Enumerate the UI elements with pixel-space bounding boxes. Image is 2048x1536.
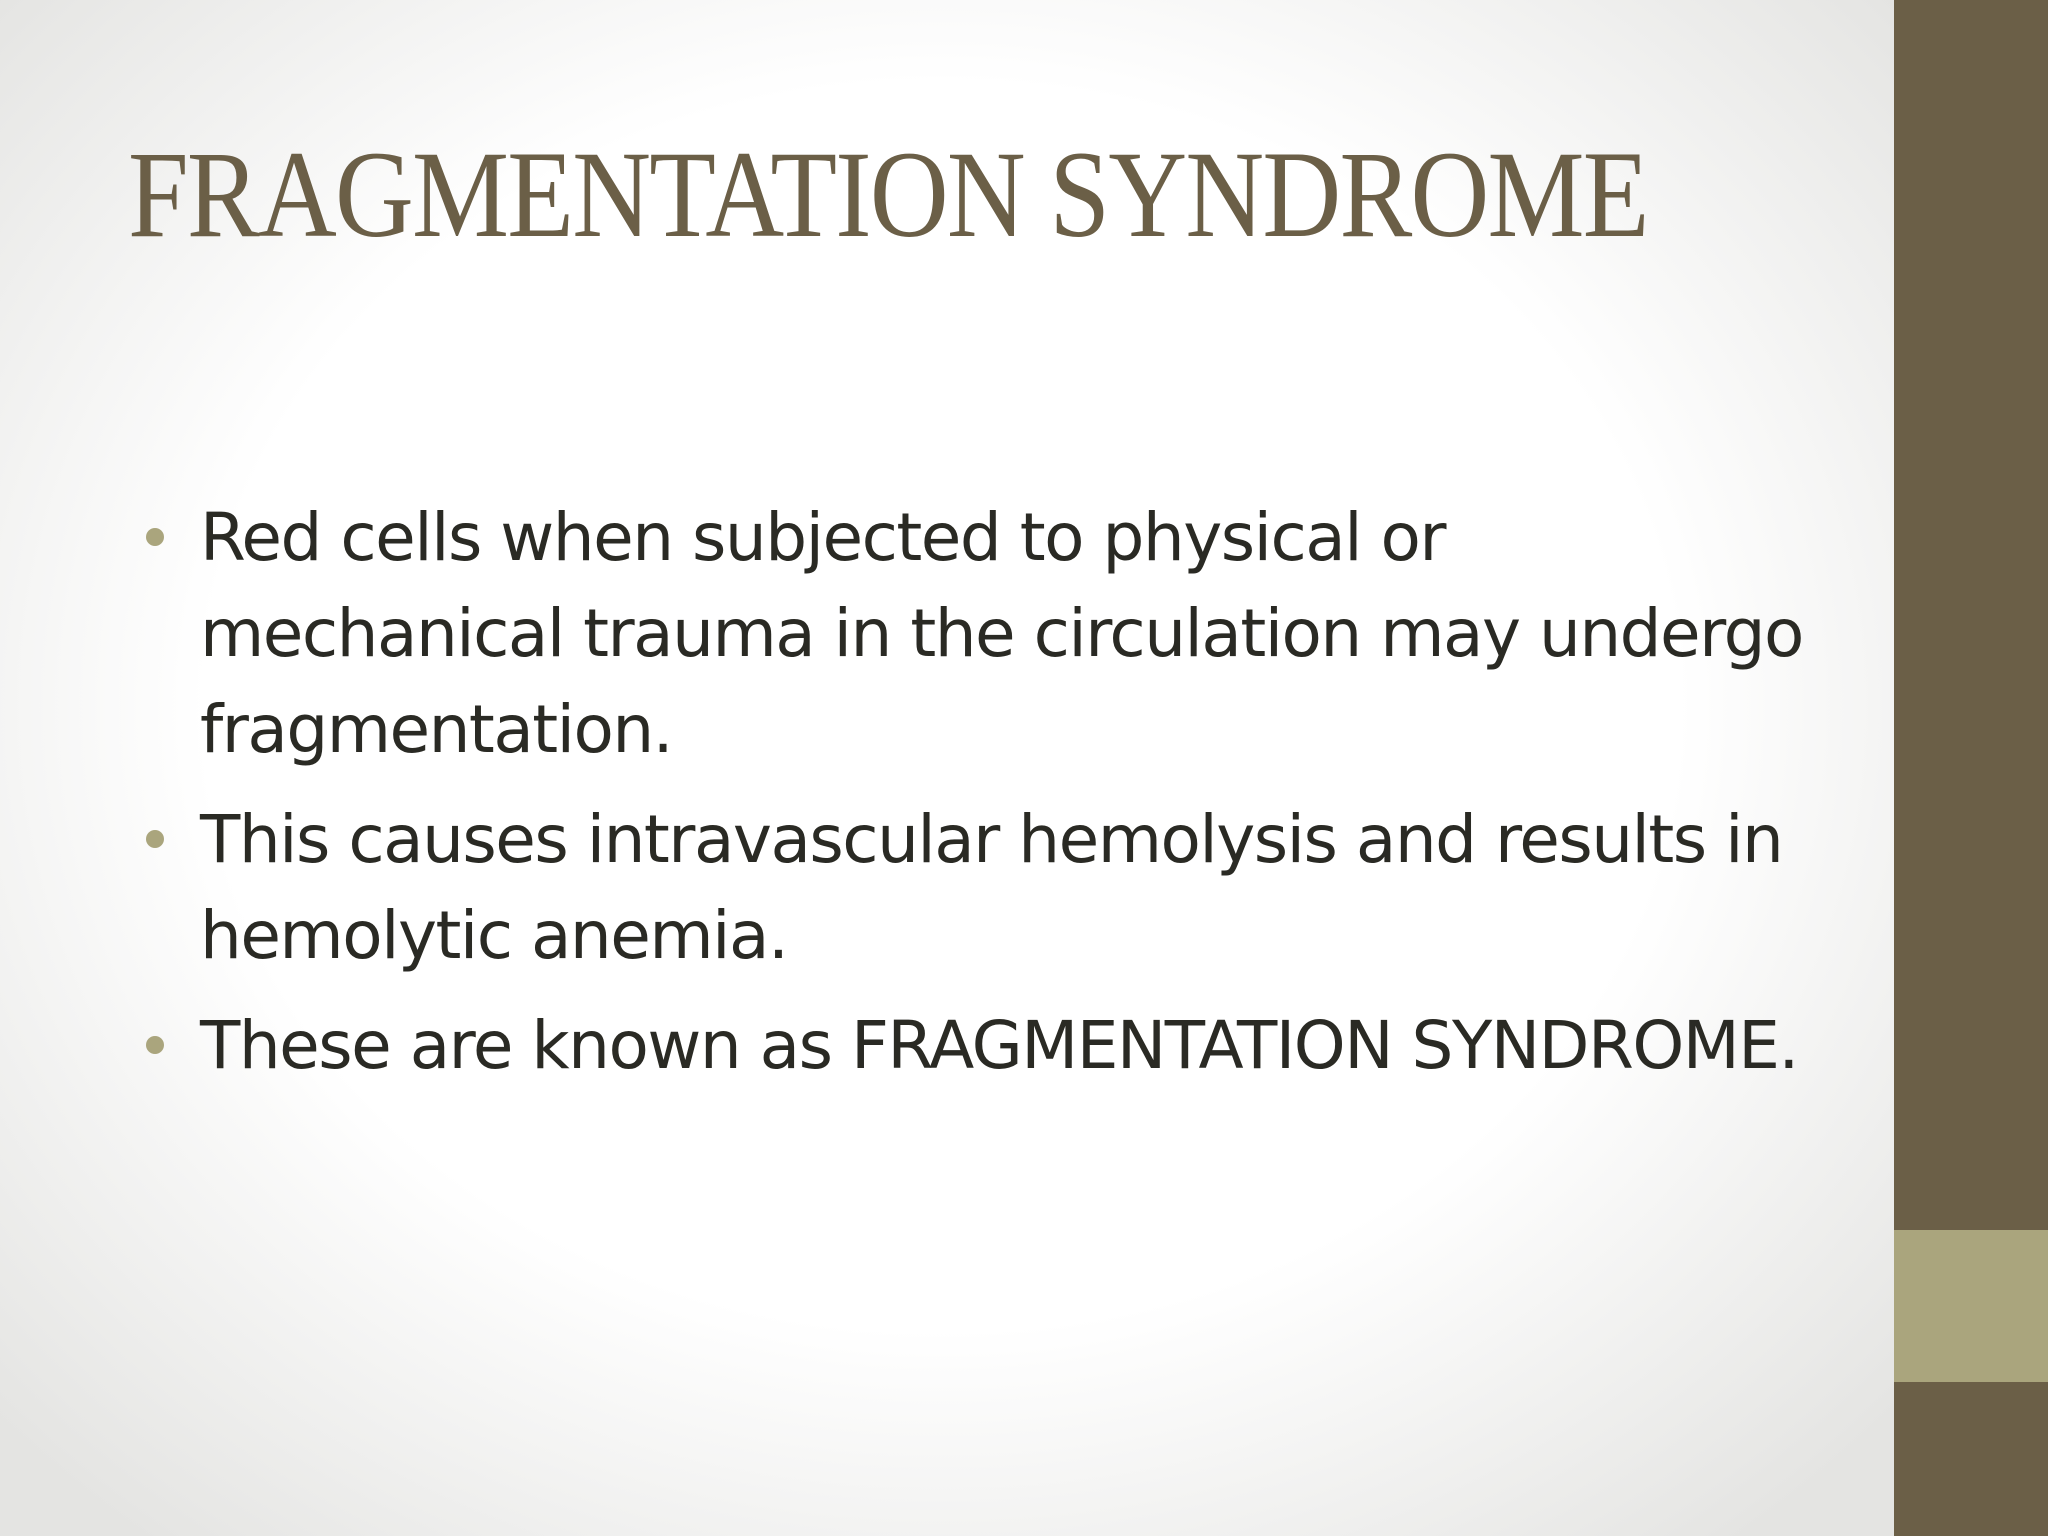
bullet-dot-icon: [146, 1036, 164, 1054]
bullet-item: [146, 998, 1806, 1094]
bullet-list: [146, 490, 1806, 1108]
bullet-text: This causes intravascular hemolysis and results in hemolytic anemia.: [200, 801, 1783, 974]
bullet-text: These are known as FRAGMENTATION SYNDROME.: [200, 1007, 1798, 1084]
slide-title: FRAGMENTATION SYNDROME: [128, 126, 1648, 263]
bullet-item: [146, 792, 1806, 984]
bullet-text: Red cells when subjected to physical or mechanical trauma in the circulation may undergo fragmentation.: [200, 499, 1803, 768]
bullet-dot-icon: [146, 528, 164, 546]
bullet-dot-icon: [146, 830, 164, 848]
bullet-item: [146, 490, 1806, 778]
decorative-side-bar-accent: [1894, 1230, 2048, 1382]
